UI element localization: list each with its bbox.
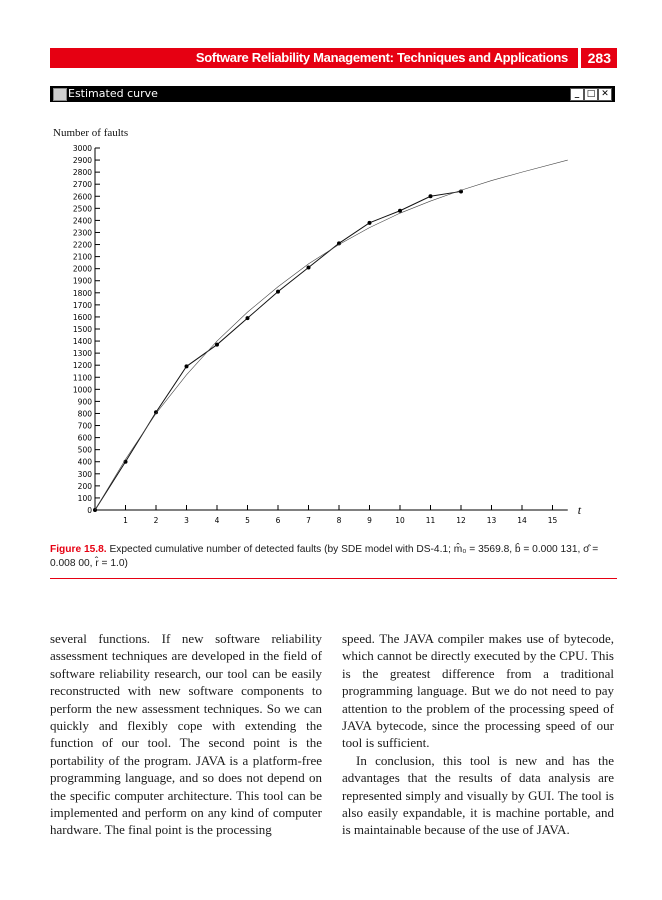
x-tick-label: 2 (153, 516, 159, 525)
x-tick-label: 13 (486, 516, 497, 525)
data-point (215, 343, 219, 347)
y-tick-label: 2000 (72, 264, 92, 274)
x-tick-label: 10 (395, 516, 405, 525)
header-separator (578, 48, 581, 68)
y-tick-label: 2900 (72, 156, 92, 166)
chart-marks (93, 160, 568, 512)
data-point (307, 265, 311, 269)
data-point (246, 316, 250, 320)
y-tick-label: 700 (77, 421, 92, 431)
body-column-left (50, 630, 322, 839)
y-tick-label: 2300 (72, 228, 92, 238)
y-tick-label: 100 (77, 493, 92, 503)
data-point (429, 194, 433, 198)
y-tick-label: 1000 (72, 385, 92, 395)
y-tick-label: 2100 (72, 252, 92, 262)
window-title: Estimated curve (68, 87, 158, 100)
minimize-button[interactable]: _ (570, 88, 584, 101)
y-tick-label: 2400 (72, 216, 92, 226)
y-tick-label: 0 (87, 506, 92, 515)
y-tick-label: 2700 (72, 180, 92, 190)
series-line-estimated (95, 160, 568, 510)
data-point (276, 290, 280, 294)
x-tick-label: 3 (184, 516, 189, 525)
y-tick-label: 2800 (72, 168, 92, 178)
window-titlebar (50, 86, 615, 102)
x-tick-label: 4 (214, 516, 220, 525)
x-tick-label: 9 (367, 516, 372, 525)
data-point (368, 221, 372, 225)
y-tick-label: 500 (77, 445, 92, 455)
running-header (50, 48, 617, 68)
y-tick-label: 1800 (72, 288, 92, 298)
body-paragraph: In conclusion, this tool is new and has the advantages that the results of data analysis are represented simply and visually by GUI. The tool is also easily expandable, it is machine portable, and is maintainable because of the use of JAVA. (342, 752, 614, 838)
y-tick-label: 900 (77, 397, 92, 407)
y-tick-label: 2600 (72, 192, 92, 202)
y-tick-label: 1100 (72, 373, 92, 383)
caption-rule (50, 578, 617, 579)
y-tick-label: 1900 (72, 276, 92, 286)
y-tick-label: 1400 (72, 337, 92, 347)
data-point (185, 364, 189, 368)
page-number: 283 (587, 50, 611, 66)
chart (40, 120, 600, 530)
x-tick-label: 1 (123, 516, 128, 525)
y-tick-label: 600 (77, 433, 92, 443)
data-point (398, 209, 402, 213)
x-tick-label: 6 (275, 516, 281, 525)
body-paragraph: speed. The JAVA compiler makes use of bytecode, which cannot be directly executed by the CPU. This is the greatest difference from a traditional programming language. But we do not need to pay attention to the problem of the processing speed of JAVA bytecode, since the processing speed of our tool is sufficient. (342, 631, 614, 751)
x-tick-label: 15 (547, 516, 558, 525)
x-tick-label: 11 (425, 516, 436, 525)
figure-caption (50, 543, 617, 571)
y-tick-label: 800 (77, 409, 92, 419)
x-tick-label: 7 (306, 516, 311, 525)
running-header-title: Software Reliability Management: Techniques and Applications (195, 50, 568, 65)
x-tick-label: 12 (456, 516, 466, 525)
x-tick-label: 8 (336, 516, 342, 525)
y-tick-label: 400 (77, 457, 92, 467)
y-tick-label: 1200 (72, 361, 92, 371)
series-line-observed (95, 191, 461, 510)
body-paragraph: several functions. If new software reliability assessment techniques are developed in the field of software reliability research, our tool can be easily reconstructed with new software components to perform the new assessment techniques. So we can quickly and flexibly cope with extending the function of our tool. The second point is the portability of the program. JAVA is a platform-free programming language, and so does not depend on the specific computer architecture. This tool can be implemented and perform on any kind of computer hardware. The final point is the processing (50, 631, 322, 838)
x-tick-label: 5 (245, 516, 250, 525)
y-tick-label: 1500 (72, 325, 92, 334)
maximize-button[interactable]: □ (584, 88, 598, 101)
app-icon (53, 88, 67, 101)
y-tick-label: 2500 (72, 204, 92, 214)
y-tick-label: 2200 (72, 240, 92, 250)
y-tick-label: 300 (77, 469, 92, 479)
chart-axes (73, 144, 582, 525)
close-button[interactable]: ✕ (598, 88, 612, 101)
figure-label: Figure 15.8. (50, 544, 107, 555)
y-axis-label: Number of faults (53, 127, 129, 139)
y-tick-label: 1600 (72, 312, 92, 322)
y-tick-label: 3000 (72, 144, 92, 153)
body-column-right (342, 630, 614, 839)
y-tick-label: 200 (77, 481, 92, 491)
y-tick-label: 1300 (72, 349, 92, 359)
x-tick-label: 14 (517, 516, 527, 525)
y-tick-label: 1700 (72, 300, 92, 310)
x-axis-label: t (577, 503, 582, 517)
figure-caption-text: Expected cumulative number of detected faults (by SDE model with DS-4.1; m̂₀ = 3569.8, b̂ = 0.000 131, σ̂ = 0.008 00, r̂ = 1.0) (50, 544, 599, 569)
